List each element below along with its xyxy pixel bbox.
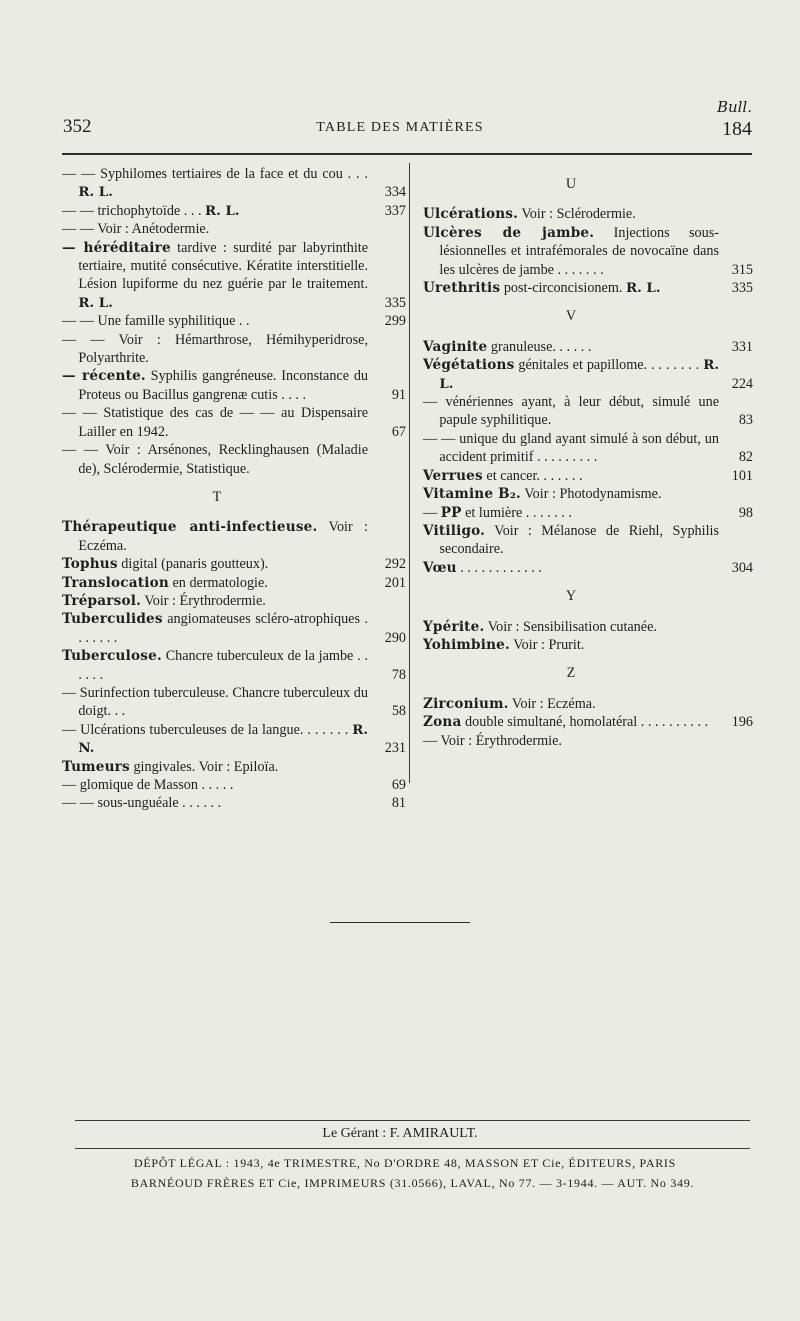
footer-rule-top [75,1120,750,1121]
entry-text [62,684,368,721]
section-letter: Z [566,665,576,682]
entry-text [62,239,368,313]
entry-body: gingivales. Voir : Epiloïa. [129,758,279,775]
index-entry [62,165,406,202]
entry-prefix: — [423,504,441,521]
entry-body: — — Statistique des cas de — — au Dispensaire Lailler en 1942. [62,405,368,440]
index-entry [423,732,753,750]
entry-page: 337 [384,202,406,219]
entry-body: — Surinfection tuberculeuse. Chancre tuberculeux du doigt. . . [62,684,368,720]
entry-page: 69 [391,777,406,793]
section-letter: U [565,176,577,192]
handwritten-annotation: Bull. [716,98,752,116]
entry-text [423,430,719,467]
entry-text [62,555,368,573]
entry-text [62,610,368,647]
entry-page: 201 [384,574,406,591]
entry-text [62,312,368,330]
entry-body: tardive : surdité par labyrinthite tertiaire, mutité consécutive. Kératite interstitielle. Lésion lupiforme du nez guérie par le traitement. [78,239,368,293]
entry-body: Voir : Sensibilisation cutanée. [484,618,657,635]
index-entry [62,574,406,592]
entry-body: — — trichophytoïde . . . [62,202,202,219]
imprint-line-1: DÉPÔT LÉGAL : 1943, 4e TRIMESTRE, No D'ORDRE 48, MASSON ET Cie, ÉDITEURS, PARIS [134,1156,676,1170]
entry-page: 83 [738,412,753,429]
index-column-left [62,165,406,813]
entry-text [62,441,368,478]
column-divider [409,163,410,783]
index-entry [62,794,406,812]
entry-heading: Yohimbine. [423,636,510,653]
index-entry [423,338,753,356]
entry-text [423,393,719,430]
index-entry [423,205,753,223]
entry-body: — glomique de Masson . . . . . [62,777,234,793]
index-entry [62,721,406,758]
entry-body: Voir : Eczéma. [78,519,368,554]
index-entry [62,758,406,776]
entry-heading: Ulcérations. [423,206,519,223]
entry-body: Syphilis gangréneuse. Inconstance du Proteus ou Bacillus gangrenæ cutis . . . . [78,368,369,403]
section-letter: Y [565,588,577,605]
entry-heading: Tuberculose. [62,648,162,665]
entry-page: 91 [391,386,406,403]
gerant-line: Le Gérant : F. AMIRAULT. [322,1126,478,1141]
entry-text [62,518,368,555]
entry-text [423,695,719,713]
entry-body: en dermatologie. [168,574,268,591]
entry-heading: Tréparsol. [62,592,142,609]
entry-body: Chancre tuberculeux de la jambe . . . . . . [78,648,368,683]
page-title: TABLE DES MATIÈRES [316,120,484,135]
entry-text [423,356,719,393]
entry-page: 98 [738,504,753,521]
index-entry [62,202,406,220]
index-entry [62,684,406,721]
entry-body: digital (panaris goutteux). [117,556,269,573]
page-number: 352 [63,116,92,137]
entry-text [423,279,719,297]
index-entry [62,610,406,647]
entry-page: 304 [731,559,753,576]
index-entry [62,441,406,478]
entry-heading: Vœu [423,559,457,576]
entry-body: — — Une famille syphilitique . . [62,313,250,330]
entry-page: 196 [731,714,753,731]
entry-text [62,647,368,684]
index-entry [423,636,753,654]
entry-page: 334 [384,184,406,201]
entry-page: 58 [391,703,406,720]
entry-text [423,485,719,503]
entry-page: 82 [738,449,753,466]
index-entry [423,393,753,430]
entry-abbreviation: R. L. [205,202,240,219]
entry-page: 299 [384,313,406,330]
entry-page: 292 [384,556,406,573]
index-entry [62,647,406,684]
entry-text [62,165,368,202]
entry-text [423,205,719,223]
index-entry [62,555,406,573]
section-letter: V [565,308,577,325]
index-entry [62,331,406,368]
entry-page: 101 [731,467,753,484]
index-entry [423,430,753,467]
entry-text [62,220,368,238]
entry-heading: — récente. [62,368,146,385]
entry-page: 290 [384,629,406,646]
entry-body: et lumière . . . . . . . [461,504,572,521]
entry-abbreviation: R. L. [625,280,661,297]
entry-text [62,331,368,368]
entry-body: — — Syphilomes tertiaires de la face et du cou . . . [62,166,368,182]
entry-body: — — Voir : Anétodermie. [62,221,210,238]
entry-body: Voir : Mélanose de Riehl, Syphilis secondaire. [439,522,719,558]
index-entry [423,485,753,503]
entry-text [423,338,719,356]
entry-abbreviation: R. L. [439,357,720,392]
entry-page: 335 [731,280,753,297]
entry-heading: Ulcères de jambe. [423,224,595,241]
entry-body: — — Voir : Hémarthrose, Hémihyperidrose, Polyarthrite. [62,331,368,367]
index-entry [62,312,406,330]
entry-body: Voir : Photodynamisme. [520,486,662,503]
index-entry [423,504,753,522]
index-entry [423,522,753,559]
entry-body: et cancer. . . . . . . [482,467,583,484]
entry-text [62,794,368,812]
entry-heading: Vitamine B₂. [423,486,521,503]
entry-text [423,618,719,636]
entry-body: — vénériennes ayant, à leur début, simulé une papule syphilitique. [423,394,719,429]
entry-heading: Végétations [423,357,515,374]
entry-heading: Zirconium. [423,695,509,712]
entry-heading: Zona [423,714,462,731]
index-entry [423,467,753,485]
entry-heading: PP [440,504,462,521]
index-entry [62,404,406,441]
entry-page: 335 [384,294,406,311]
footer-rule-bottom [75,1148,750,1149]
entry-text [423,467,719,485]
entry-abbreviation: R. L. [78,184,113,201]
entry-text [62,758,368,776]
entry-text [62,202,368,220]
entry-text [423,224,719,279]
index-entry [423,713,753,731]
entry-heading: Vaginite [423,338,488,355]
entry-page: 315 [731,261,753,278]
volume-number: 184 [722,118,752,140]
entry-text [62,574,368,592]
index-entry [423,618,753,636]
entry-heading: Urethritis [423,280,501,297]
entry-body: — — sous-unguéale . . . . . . [62,795,222,812]
entry-heading: Vitiligo. [423,522,486,539]
entry-page: 81 [391,795,406,812]
entry-heading: Thérapeutique anti-infectieuse. [62,519,318,536]
imprint-line-2: BARNÉOUD FRÈRES ET Cie, IMPRIMEURS (31.0566), LAVAL, No 77. — 3-1944. — AUT. No 349. [130,1176,695,1190]
index-entry [62,518,406,555]
entry-text [423,713,719,731]
entry-text [62,721,368,758]
entry-heading: Translocation [62,574,169,591]
entry-page: 331 [731,338,753,355]
entry-heading: Verrues [423,467,483,484]
entry-body: génitales et papillome. . . . . . . . [514,357,700,374]
entry-text [423,522,719,559]
entry-body: granuleuse. . . . . . [487,338,592,355]
index-entry [423,224,753,279]
index-entry [423,559,753,577]
entry-page: 67 [391,423,406,440]
entry-page: 231 [384,740,406,757]
entry-body: — Voir : Érythrodermie. [423,732,562,749]
entry-text [423,732,719,750]
entry-body: Voir : Sclérodermie. [518,206,636,223]
index-entry [62,776,406,794]
entry-body: . . . . . . . . . . . . [456,559,542,576]
entry-heading: Tuberculides [62,611,163,628]
entry-heading: — héréditaire [62,239,171,256]
entry-text [423,559,719,577]
footer-rule-short [330,922,470,923]
entry-abbreviation: R. N. [78,721,369,757]
entry-body: Injections sous-lésionnelles et intrafémorales de novocaïne dans les ulcères de jambe . . . . . . . [439,224,719,278]
entry-body: — Ulcérations tuberculeuses de la langue. . . . . . . [62,721,349,738]
entry-heading: Tophus [62,556,118,573]
entry-text [62,404,368,441]
index-entry [423,695,753,713]
entry-text [62,776,368,794]
entry-text [423,636,719,654]
index-entry [62,220,406,238]
index-entry [62,239,406,313]
entry-page: 78 [391,666,406,683]
entry-body: post-circoncisionem. [500,280,623,297]
entry-abbreviation: R. L. [78,294,113,311]
entry-body: Voir : Prurit. [509,636,585,653]
entry-heading: Tumeurs [62,758,130,775]
entry-body: double simultané, homolatéral . . . . . . . . . . [461,714,709,731]
index-entry [62,592,406,610]
header-rule [62,153,752,155]
entry-body: Voir : Érythrodermie. [141,592,266,609]
entry-body: angiomateuses scléro-atrophiques . . . . . . . [78,611,368,646]
index-entry [423,279,753,297]
entry-body: — — unique du gland ayant simulé à son début, un accident primitif . . . . . . . . . [423,430,719,466]
index-entry [423,356,753,393]
section-letter: T [212,488,222,505]
index-column-right [423,165,753,750]
entry-page: 224 [731,375,753,392]
entry-text [423,504,719,522]
entry-body: — — Voir : Arsénones, Recklinghausen (Maladie de), Sclérodermie, Statistique. [62,442,368,477]
index-entry [62,367,406,404]
entry-text [62,367,368,404]
entry-text [62,592,368,610]
entry-heading: Ypérite. [423,618,485,635]
entry-body: Voir : Eczéma. [508,695,596,712]
